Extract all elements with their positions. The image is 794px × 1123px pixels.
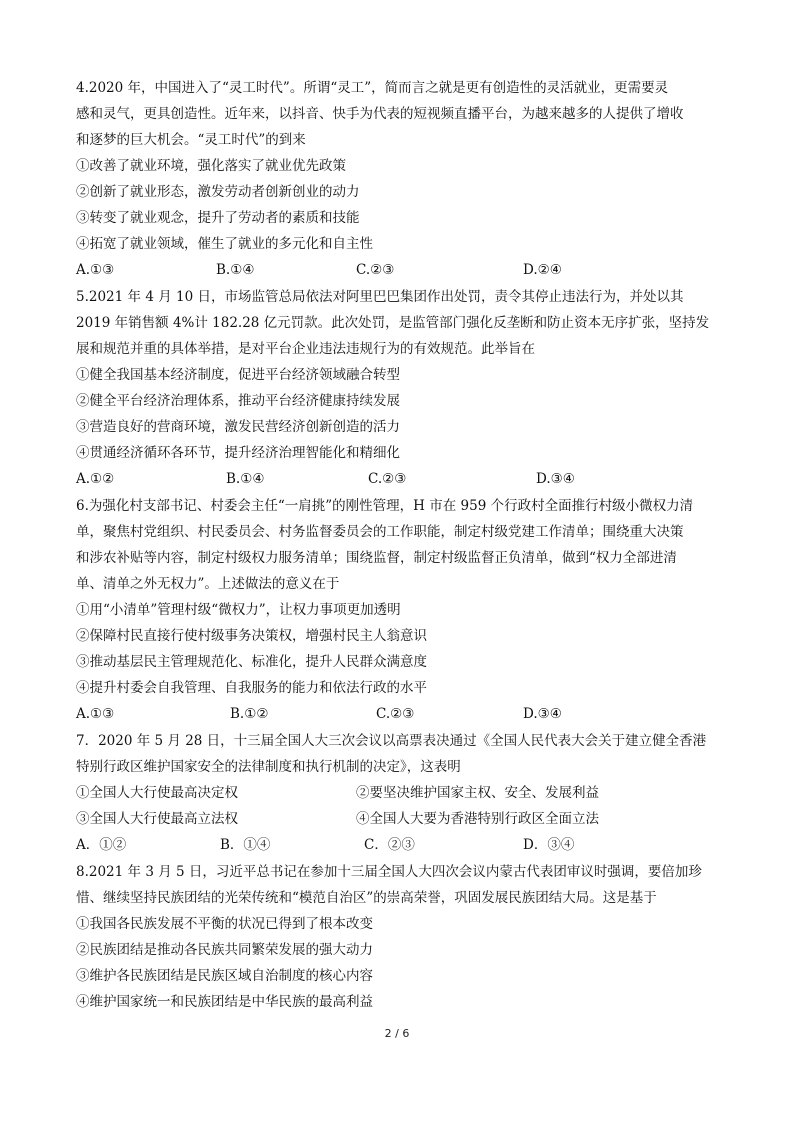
q8-item-4: ④维护国家统一和民族团结是中华民族的最高利益 [76,994,373,1010]
q7-option-c[interactable]: C．②③ [364,837,415,853]
q7-option-b[interactable]: B．①④ [220,837,271,853]
q4-item-1: ①改善了就业环境，强化落实了就业优先政策 [76,158,346,174]
q6-item-2: ②保障村民直接行使村级事务决策权，增强村民主人翁意识 [76,628,427,644]
q5-stem-line-3: 展和规范并重的具体举措，是对平台企业违法违规行为的有效规范。此举旨在 [76,341,535,357]
q7-options [76,835,726,855]
q8-item-1: ①我国各民族发展不平衡的状况已得到了根本改变 [76,916,373,932]
q4-item-3: ③转变了就业观念，提升了劳动者的素质和技能 [76,210,360,226]
q6-option-d[interactable]: D.③④ [523,706,562,722]
q5-item-4: ④贯通经济循环各环节，提升经济治理智能化和精细化 [76,445,400,461]
q6-item-1: ①用“小清单”管理村级“微权力”，让权力事项更加透明 [76,602,401,618]
q6-stem-line-4: 单、清单之外无权力”。上述做法的意义在于 [76,576,340,592]
q7-item-row-1 [76,783,726,803]
q4-option-c[interactable]: C.②③ [356,262,395,278]
q6-option-c[interactable]: C.②③ [376,706,415,722]
q4-options [76,260,726,280]
q6-options [76,704,726,724]
q6-item-3: ③推动基层民主管理规范化、标准化，提升人民群众满意度 [76,654,427,670]
q7-option-d[interactable]: D．③④ [523,837,575,853]
q4-option-a[interactable]: A.①③ [76,262,115,278]
q5-options [76,469,726,489]
q8-item-2: ②民族团结是推动各民族共同繁荣发展的强大动力 [76,942,373,958]
q7-item-1: ①全国人大行使最高决定权 [76,785,238,801]
q7-stem-line-1: 7．2020 年 5 月 28 日，十三届全国人大三次会议以高票表决通过《全国人民代表大会关于建立健全香港 [76,733,707,749]
q5-option-c[interactable]: C.②③ [368,471,407,487]
q8-item-3: ③维护各民族团结是民族区域自治制度的核心内容 [76,968,373,984]
q7-item-3: ③全国人大行使最高立法权 [76,811,238,827]
q4-option-d[interactable]: D.②④ [523,262,562,278]
q6-stem-line-3: 和涉农补贴等内容，制定村级权力服务清单；围绕监督，制定村级监督正负清单，做到“权力全部进清 [76,550,677,566]
q5-item-1: ①健全我国基本经济制度，促进平台经济领域融合转型 [76,367,400,383]
q5-stem-line-1: 5.2021 年 4 月 10 日，市场监管总局依法对阿里巴巴集团作出处罚，责令其停止违法行为，并处以其 [76,289,684,305]
q7-item-2: ②要坚决维护国家主权、安全、发展利益 [356,785,599,801]
q6-option-a[interactable]: A.①③ [76,706,115,722]
q6-item-4: ④提升村委会自我管理、自我服务的能力和依法行政的水平 [76,680,427,696]
q6-stem-line-1: 6.为强化村支部书记、村委会主任“一肩挑”的刚性管理，H 市在 959 个行政村全面推行村级小微权力清 [76,498,694,514]
page-number: 2 / 6 [384,1027,410,1040]
q5-option-b[interactable]: B.①④ [226,471,265,487]
q5-item-3: ③营造良好的营商环境，激发民营经济创新创造的活力 [76,419,400,435]
q4-stem-line-3: 和逐梦的巨大机会。“灵工时代”的到来 [76,132,306,148]
q4-option-b[interactable]: B.①④ [216,262,255,278]
q8-stem-line-2: 惜、继续坚持民族团结的光荣传统和“模范自治区”的崇高荣誉，巩固发展民族团结大局。这是基于 [76,890,657,906]
q5-item-2: ②健全平台经济治理体系，推动平台经济健康持续发展 [76,393,400,409]
q4-item-2: ②创新了就业形态，激发劳动者创新创业的动力 [76,184,360,200]
q7-option-a[interactable]: A．①② [76,837,127,853]
q5-option-d[interactable]: D.③④ [536,471,575,487]
q5-option-a[interactable]: A.①② [76,471,115,487]
q6-option-b[interactable]: B.①② [230,706,269,722]
q4-stem-line-1: 4.2020 年，中国进入了“灵工时代”。所谓“灵工”，简而言之就是更有创造性的灵活就业，更需要灵 [76,80,669,96]
q6-stem-line-2: 单，聚焦村党组织、村民委员会、村务监督委员会的工作职能，制定村级党建工作清单；围绕重大决策 [76,524,684,540]
q4-stem-line-2: 感和灵气，更具创造性。近年来，以抖音、快手为代表的短视频直播平台，为越来越多的人提供了增收 [76,106,684,122]
q5-stem-line-2: 2019 年销售额 4%计 182.28 亿元罚款。此次处罚，是监管部门强化反垄断和防止资本无序扩张，坚持发 [76,315,710,331]
q4-item-4: ④拓宽了就业领域，催生了就业的多元化和自主性 [76,236,373,252]
q7-item-4: ④全国人大要为香港特别行政区全面立法 [356,811,599,827]
q7-stem-line-2: 特别行政区维护国家安全的法律制度和执行机制的决定》，这表明 [76,759,461,775]
q8-stem-line-1: 8.2021 年 3 月 5 日，习近平总书记在参加十三届全国人大四次会议内蒙古代表团审议时强调，要倍加珍 [76,864,702,880]
q7-item-row-2 [76,809,726,829]
